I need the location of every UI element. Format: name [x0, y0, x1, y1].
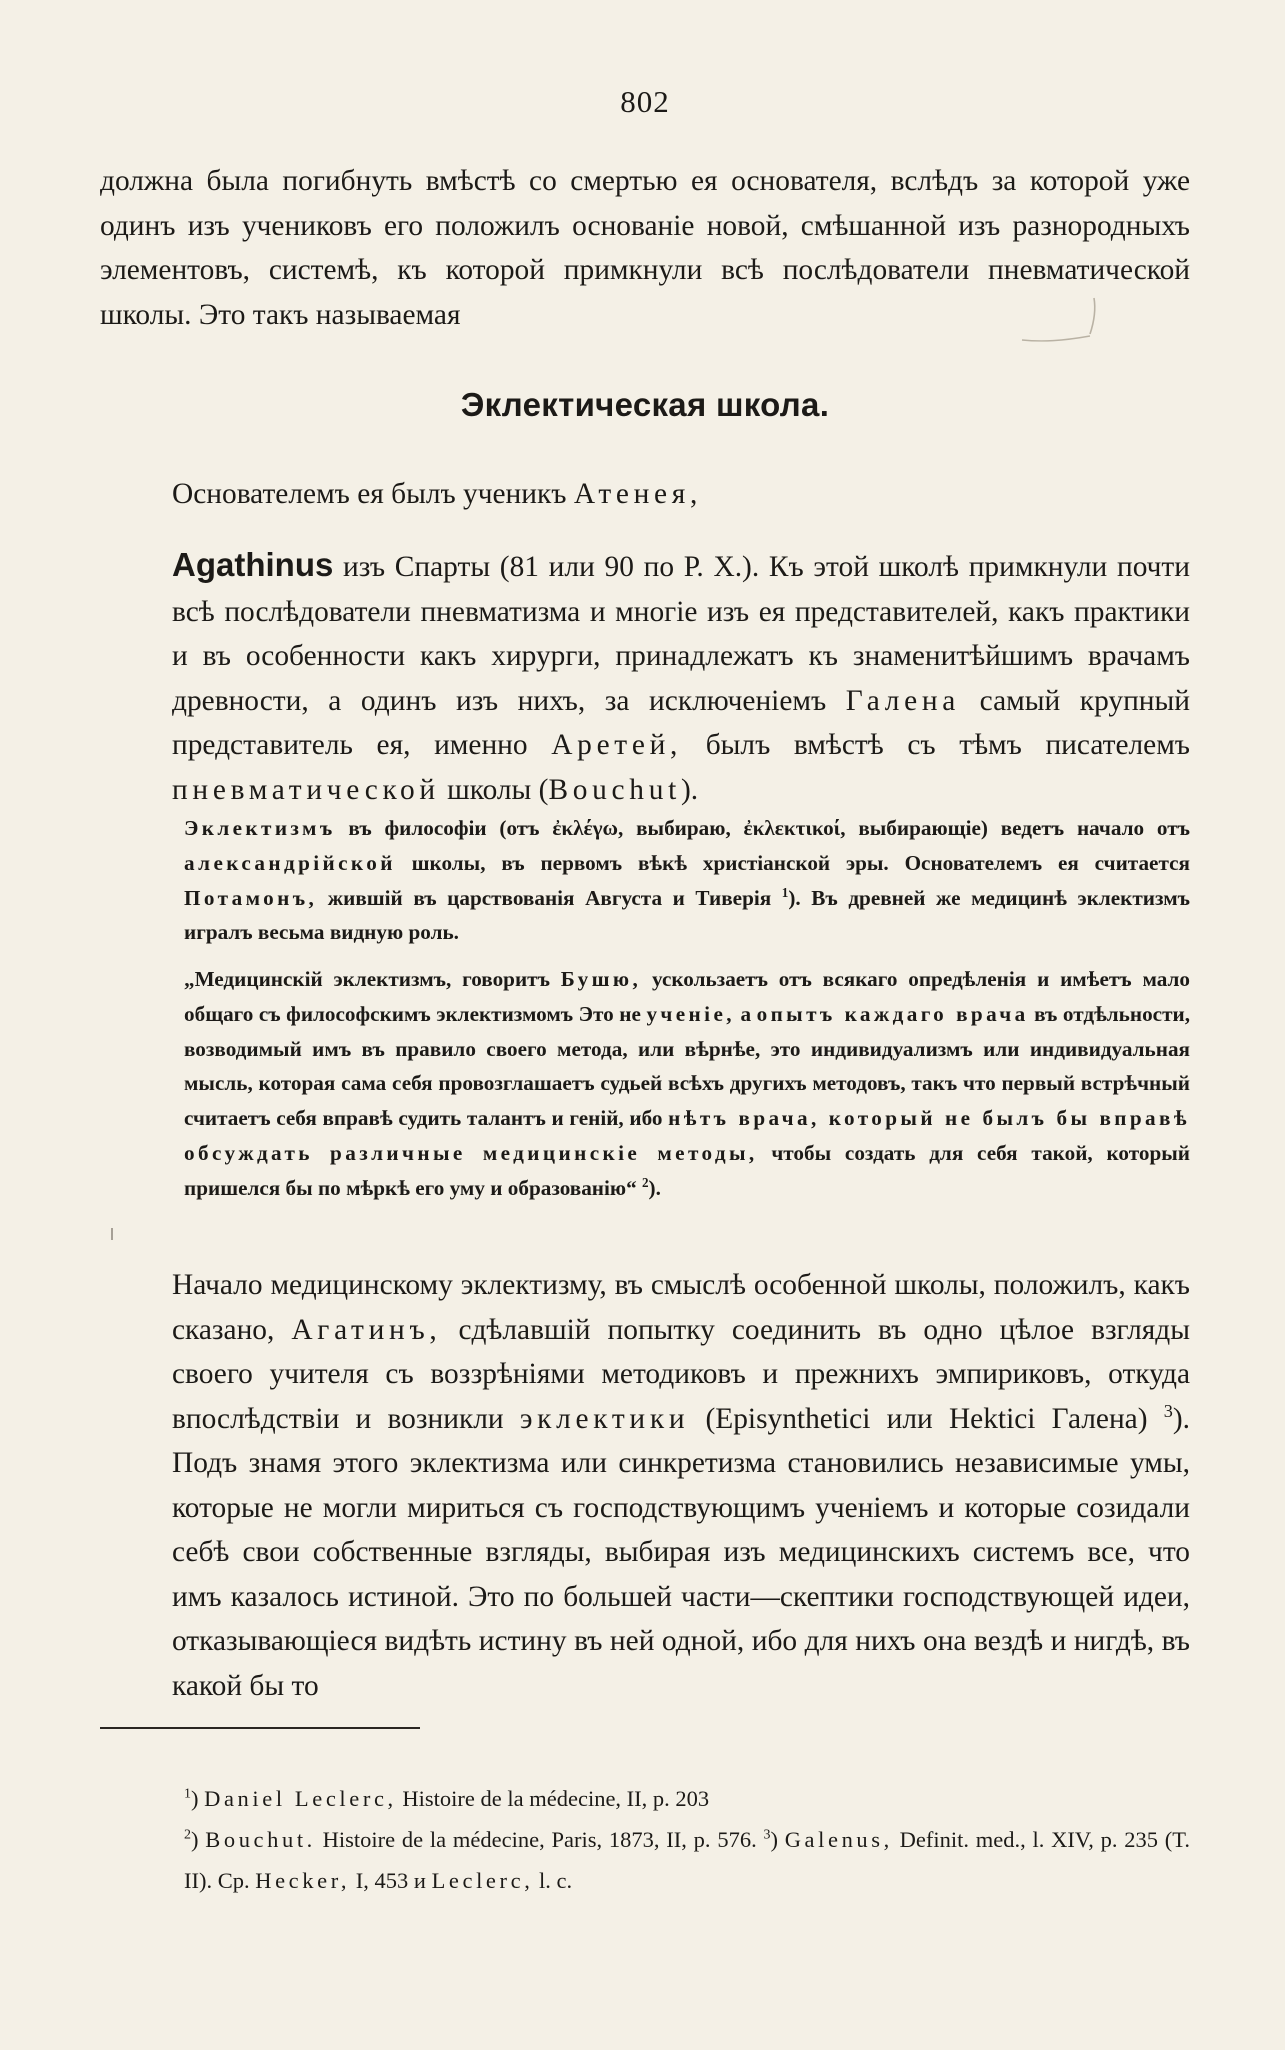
- agathinus-paragraph: [100, 543, 1190, 812]
- founder-line-text: Основателемъ ея былъ ученикъ: [172, 478, 567, 510]
- history-text-3: (Episynthetici или Hektici Галена): [689, 1402, 1164, 1435]
- eclectics-word: эклектики: [519, 1402, 690, 1435]
- galen-name: Галена: [845, 684, 961, 717]
- history-text-4: ). Подъ знамя этого эклектизма или синкретизма становились независимые умы, которые не могли мириться съ господствующимъ ученіемъ и которые созидали себѣ свои собственные взгляды, выбирая изъ медицинскихъ системъ все, что имъ казалось истиной. Это по большей части—скептики господствующей идеи, отказывающіеся видѣть истину въ ней одной, ибо для нихъ она вездѣ и нигдѣ, въ какой бы то: [172, 1402, 1190, 1702]
- agathinus-name: Agathinus: [172, 546, 334, 583]
- founder-line: [100, 472, 1190, 517]
- quote-text-4: въ отдѣльности, возводимый имъ въ правило своего метода, или вѣрнѣе, это индивидуализмъ или индивидуальная мысль, которая сама себя провозглашаетъ судьей всѣхъ другихъ методовъ, такъ что первый встрѣчный считаетъ себя вправѣ судить талантъ и геній, ибо: [184, 1001, 1190, 1131]
- eclecticism-text-4: ). Въ древней же медицинѣ эклектизмъ игралъ весьма видную роль.: [184, 885, 1190, 945]
- footnote-3-leclerc: Leclerc,: [431, 1868, 534, 1893]
- footnote-3-text-b: I, 453 и: [350, 1868, 432, 1893]
- eclecticism-word: Эклектизмъ: [184, 816, 336, 840]
- quote-text-3: а: [734, 1001, 757, 1026]
- agathinus-text-1: изъ Спарты (81 или 90 по Р. Х.). Къ этой школѣ примкнули почти всѣ послѣдователи пневматизма и многіе изъ ея представителей, какъ практики и въ особенности какъ хирурги, принадлежатъ къ знаменитѣйшимъ врачамъ древности, а одинъ изъ нихъ, за исключеніемъ: [172, 551, 1190, 717]
- eclecticism-philosophy-paragraph: [100, 811, 1190, 950]
- no-doctor-phrase: нѣтъ врача, который не былъ бы вправѣ обсуждать различные медицинскіе методы,: [184, 1106, 1190, 1165]
- intro-paragraph-text: должна была погибнуть вмѣстѣ со смертью ея основателя, вслѣдъ за которой уже одинъ изъ учениковъ его положилъ основаніе новой, смѣшанной изъ разнородныхъ элементовъ, системѣ, къ которой примкнули всѣ послѣдователи пневматической школы. Это такъ называемая: [100, 165, 1190, 331]
- potamon-name: Потамонъ,: [184, 885, 318, 910]
- footnote-2-author: Bouchut.: [205, 1827, 316, 1852]
- footnote-3-author: Galenus,: [784, 1827, 893, 1852]
- pencil-mark-icon: [962, 296, 1102, 346]
- agathinus-text-4: школы (: [439, 773, 549, 806]
- alexandrian-word: александрійской: [184, 850, 396, 875]
- medical-eclecticism-quote: [100, 962, 1190, 1206]
- footnote-3-text-c: l. c.: [533, 1868, 573, 1893]
- eclecticism-text-2: школы, въ первомъ вѣкѣ христіанской эры. Основателемъ ея считается: [395, 850, 1190, 875]
- eclecticism-history-paragraph: [100, 1263, 1190, 1708]
- section-heading: Эклектическая школа.: [460, 386, 830, 423]
- bouchut-ru-name: Бушю,: [560, 967, 642, 991]
- footnotes-2-3: $^2$) Bouchut. Histoire de la médecine, Paris, 1873, II, p. 576. $^3$) Galenus, Definit. med., l. XIV, p. 235 (T. II). Ср. Hecker, I, 453 и Leclerc, l. c.: [184, 1827, 1190, 1893]
- footnote-ref-3[interactable]: 3: [1163, 1400, 1173, 1421]
- pneumatic-word: пневматической: [172, 773, 440, 806]
- footnote-1-text: Histoire de la médecine, II, p. 203: [396, 1786, 710, 1811]
- history-text-2: сдѣлавшій попытку соединить въ одно цѣлое взгляды своего учителя съ воззрѣніями методиковъ и прежнихъ эмпириковъ, откуда впослѣдствіи и возникли: [172, 1313, 1191, 1435]
- footnote-2-text: Histoire de la médecine, Paris, 1873, II, p. 576.: [315, 1827, 764, 1852]
- experience-phrase: опытъ каждаго врача: [756, 1001, 1029, 1026]
- page-number: 802: [620, 84, 670, 119]
- quote-text-6: ).: [648, 1175, 661, 1200]
- eclecticism-text-3: жившій въ царствованія Августа и Тиверія: [317, 885, 782, 910]
- footnote-3-text-a: Definit. med., l. XIV, p. 235 (T. II). Ср.: [184, 1827, 1190, 1893]
- quote-text-5: чтобы создать для себя такой, который пришелся бы по мѣркѣ его уму и образованію“: [184, 1140, 1190, 1200]
- footnote-ref-2[interactable]: 2: [641, 1174, 649, 1190]
- quote-text-2: ускользаетъ отъ всякаго опредѣленія и имѣетъ мало общаго съ философскимъ эклектизмомъ Это не: [184, 967, 1190, 1026]
- agathinus-text-3: былъ вмѣстѣ съ тѣмъ писателемъ: [682, 729, 1190, 761]
- quote-text-1: „Медицинскій эклектизмъ, говоритъ: [184, 967, 561, 991]
- history-text-1: Начало медицинскому эклектизму, въ смыслѣ особенной школы, положилъ, какъ сказано,: [172, 1269, 1190, 1346]
- bouchut-name: Bouchut: [548, 773, 681, 806]
- aretaeus-name: Аретей,: [551, 729, 683, 761]
- footnote-2-marker: 2: [184, 1827, 191, 1843]
- agathinus-text-5: ).: [680, 773, 699, 806]
- footnote-1-author: Daniel Leclerc,: [204, 1786, 397, 1811]
- footnote-1-marker: 1: [184, 1786, 191, 1802]
- footnote-divider: [100, 1727, 420, 1729]
- margin-tick-icon: [108, 1228, 116, 1240]
- footnote-1: $^1$) Daniel Leclerc, Histoire de la médecine, II, p. 203: [184, 1786, 710, 1811]
- agathinus-ru-name: Агатинъ,: [291, 1313, 442, 1346]
- agathinus-text-2: самый крупный представитель ея, именно: [172, 684, 1190, 761]
- founder-name: Атенея,: [573, 478, 703, 510]
- footnote-ref-1[interactable]: 1: [781, 884, 789, 900]
- footnote-3-marker: 3: [763, 1827, 771, 1843]
- teaching-word: ученіе,: [646, 1001, 735, 1026]
- eclecticism-text-1: въ философіи (отъ ἐκλέγω, выбираю, ἐκλεκτικοί, выбирающіе) ведетъ начало отъ: [335, 816, 1190, 840]
- footnote-3-hecker: Hecker,: [255, 1868, 351, 1893]
